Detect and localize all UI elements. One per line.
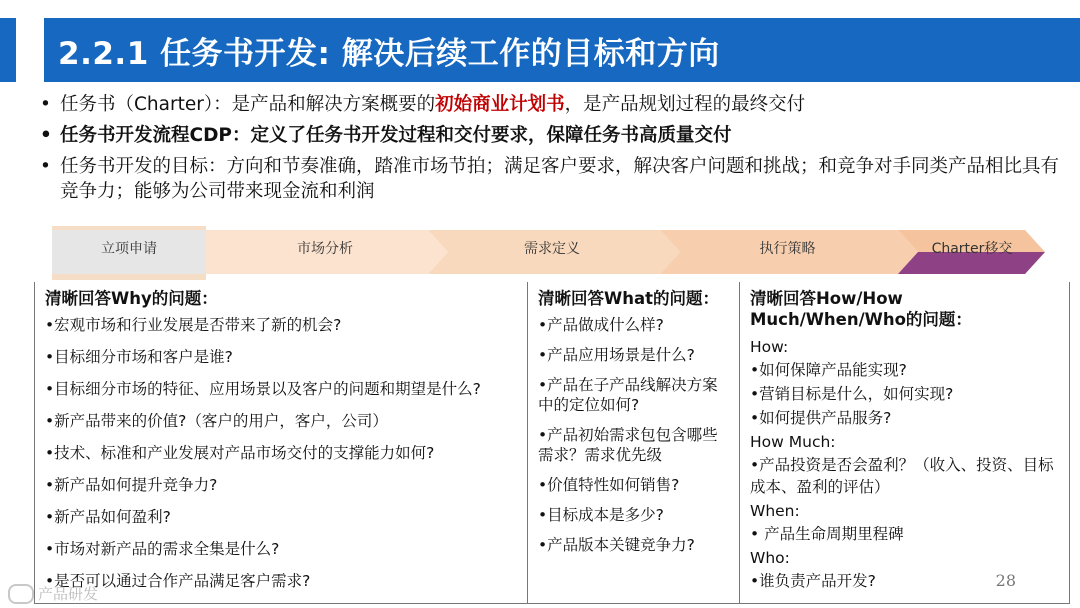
how-much-heading: How Much: <box>750 433 836 451</box>
list-item: •产品应用场景是什么? <box>538 346 695 364</box>
bullet-goals: • 任务书开发的目标：方向和节奏准确，踏准市场节拍；满足客户要求，解决客户问题和挑战；和竞争对手同类产品相比具有竞争力；能够为公司带来现金流和利润 <box>40 156 1060 202</box>
process-flow <box>40 222 1070 282</box>
who-heading: Who: <box>750 549 790 567</box>
list-item: •目标细分市场的特征、应用场景以及客户的问题和期望是什么? <box>45 380 481 398</box>
list-item: •产品初始需求包包含哪些需求？需求优先级 <box>538 426 718 464</box>
how-heading: How: <box>750 338 789 356</box>
list-item: •产品版本关键竞争力? <box>538 536 695 554</box>
list-item: •谁负责产品开发? <box>750 572 876 590</box>
list-item: •技术、标准和产业发展对产品市场交付的支撑能力如何? <box>45 444 435 462</box>
bullet-charter-definition: • 任务书（Charter）：是产品和解决方案概要的初始商业计划书，是产品规划过程的最终交付 <box>40 94 806 115</box>
list-item: •宏观市场和行业发展是否带来了新的机会? <box>45 316 342 334</box>
step-bottom-1 <box>52 274 206 280</box>
list-item: •产品投资是否会盈利？（收入、投资、目标成本、盈利的评估） <box>750 456 1054 496</box>
step-label-3: 需求定义 <box>524 241 580 257</box>
list-item: •新产品如何提升竞争力? <box>45 476 218 494</box>
list-item: •产品在子产品线解决方案中的定位如何? <box>538 376 718 414</box>
list-item: •价值特性如何销售? <box>538 476 680 494</box>
list-item: •如何保障产品能实现? <box>750 361 907 379</box>
list-item: •新产品带来的价值?（客户的用户，客户，公司） <box>45 412 388 430</box>
when-heading: When: <box>750 502 800 520</box>
list-item: •目标细分市场和客户是谁? <box>45 348 233 366</box>
page-number: 28 <box>995 571 1016 590</box>
step-label-5: Charter移交 <box>931 241 1013 257</box>
list-item: •新产品如何盈利? <box>45 508 171 526</box>
why-title: 清晰回答Why的问题： <box>45 289 218 308</box>
bullet-glyph: • <box>40 94 51 115</box>
list-item: • 产品生命周期里程碑 <box>750 525 904 543</box>
list-item: •产品做成什么样? <box>538 316 664 334</box>
how-column <box>740 282 1070 604</box>
list-item: •目标成本是多少? <box>538 506 664 524</box>
list-item: •如何提供产品服务? <box>750 409 892 427</box>
step-label-2: 市场分析 <box>297 241 353 257</box>
title-accent-bar <box>0 18 16 82</box>
page-title: 2.2.1 任务书开发: 解决后续工作的目标和方向 <box>44 18 1080 82</box>
bullet-glyph: • <box>40 125 52 146</box>
list-item: •市场对新产品的需求全集是什么? <box>45 540 280 558</box>
bullet-glyph: • <box>40 156 51 177</box>
what-column <box>528 282 740 604</box>
why-column <box>34 282 528 604</box>
intro-bullets <box>40 92 1070 210</box>
bullet-cdp: • 任务书开发流程CDP：定义了任务书开发过程和交付要求，保障任务书高质量交付 <box>40 125 732 146</box>
step-label-4: 执行策略 <box>759 241 816 257</box>
how-title: 清晰回答How/How Much/When/Who的问题： <box>750 289 972 329</box>
watermark-icon <box>8 584 34 604</box>
what-title: 清晰回答What的问题： <box>538 289 719 308</box>
step-top-1 <box>52 226 206 230</box>
list-item: •是否可以通过合作产品满足客户需求? <box>45 572 311 590</box>
watermark: 产品研发 <box>8 583 98 605</box>
step-label-1: 立项申请 <box>101 241 157 257</box>
list-item: •营销目标是什么，如何实现? <box>750 385 954 403</box>
highlight-text: 初始商业计划书 <box>435 94 565 115</box>
